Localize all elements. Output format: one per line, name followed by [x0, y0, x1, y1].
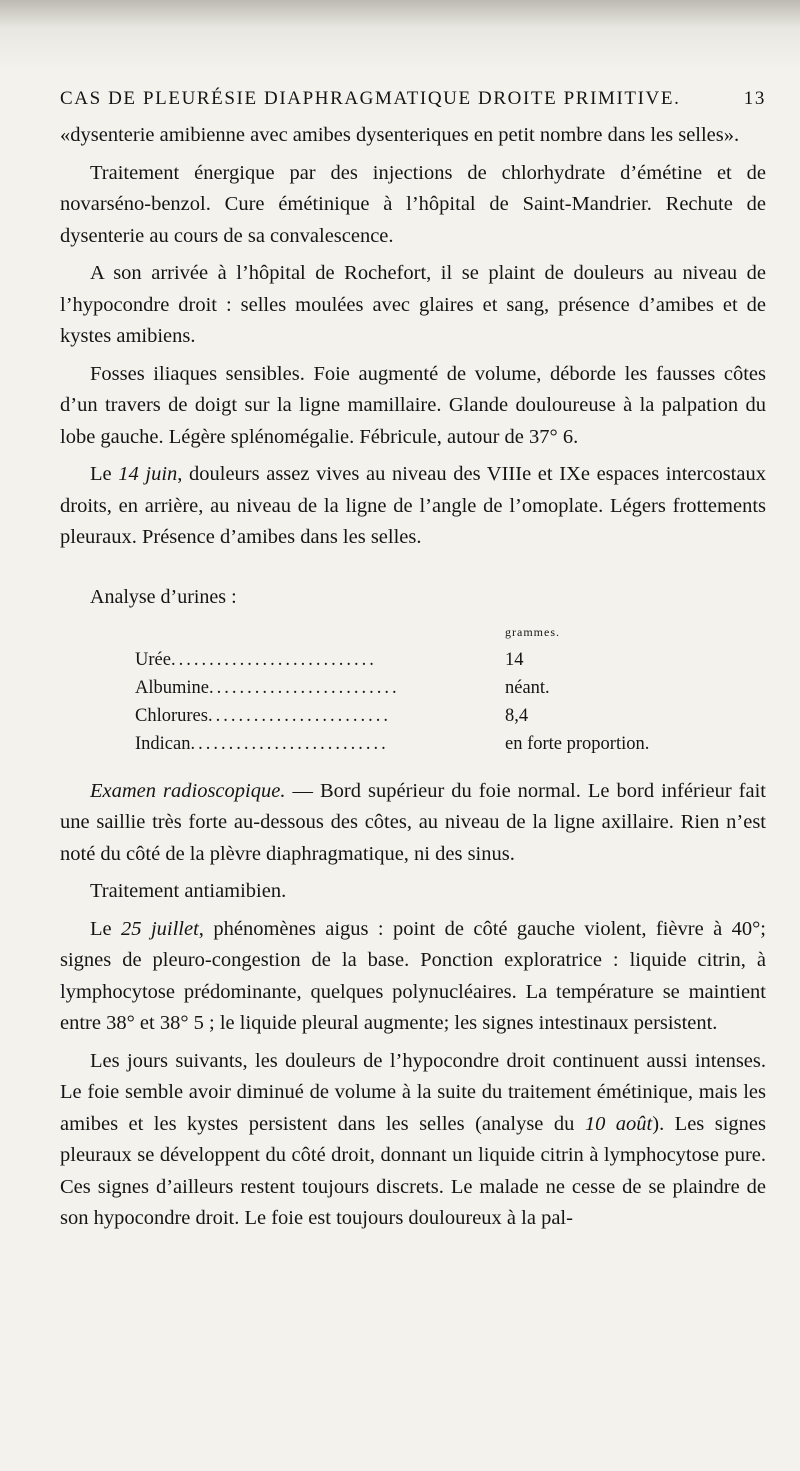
- row-value: en forte proportion.: [505, 733, 650, 754]
- running-title: CAS DE PLEURÉSIE DIAPHRAGMATIQUE DROITE PRIMITIVE.: [60, 88, 681, 109]
- urine-analysis-title: Analyse d’urines :: [90, 585, 237, 608]
- p9-a: Les jours suivants, les douleurs de l’hypocondre droit continuent aussi intenses. Le foie semble avoir diminué de volume à la suite du traitement émétinique, mais les amibes et les kystes persistent dans les selles (analyse du: [60, 1049, 766, 1135]
- scan-top-shadow: [0, 0, 800, 70]
- row-label: Urée: [135, 649, 171, 670]
- page-number: 13: [743, 88, 766, 109]
- paragraph-1: «dysenterie amibienne avec amibes dysenteriques en petit nombre dans les selles».: [60, 124, 740, 146]
- table-row: Chlorures........................ 8,4: [135, 702, 649, 730]
- row-value: 14: [505, 649, 524, 670]
- p5-lead: Le: [90, 463, 119, 485]
- running-header: [60, 88, 766, 110]
- document-page: [60, 88, 766, 1241]
- table-row: Indican.......................... en forte proportion.: [135, 730, 649, 758]
- p8-lead: Le: [90, 917, 122, 940]
- paragraph-7: Traitement antiamibien.: [90, 880, 287, 902]
- urine-table: [135, 617, 649, 758]
- p5-date: 14 juin: [118, 463, 178, 485]
- p9-b: ). Les signes pleuraux se développent du côté droit, donnant un liquide citrin à lymphocytose pure. Ces signes d’ailleurs restent toujours discrets. Le malade ne cesse de se plaindre de son hypocondre droit. Le foie est toujours douloureux à la pal-: [60, 1112, 766, 1229]
- row-value: néant.: [505, 677, 550, 698]
- row-value: 8,4: [505, 705, 529, 726]
- p9-date: 10 août: [584, 1112, 653, 1135]
- radioscopy-label: Examen radioscopique.: [90, 779, 286, 802]
- table-row: Urée........................... 14: [135, 646, 649, 674]
- row-label: Chlorures: [135, 705, 208, 726]
- table-row: Albumine......................... néant.: [135, 674, 649, 702]
- p8-text: , phénomènes aigus : point de côté gauche violent, fièvre à 40°; signes de pleuro-congestion de la base. Ponction exploratrice : liquide citrin, à lymphocytose prédominante, quelques polynucléaires. La température se maintient entre 38° et 38° 5 ; le liquide pleural augmente; les signes intestinaux persistent.: [60, 917, 767, 1034]
- row-label: Indican: [135, 733, 191, 754]
- paragraph-8: [60, 914, 766, 1040]
- paragraph-9: [60, 1046, 766, 1235]
- paragraph-5: [60, 459, 766, 554]
- p6-text: — Bord supérieur du foie normal. Le bord inférieur fait une saillie très forte au-dessous des côtes, au niveau de la ligne axillaire. Rien n’est noté du côté de la plèvre diaphragmatique, ni des sinus.: [60, 779, 767, 865]
- paragraph-2: Traitement énergique par des injections de chlorhydrate d’émétine et de novarséno-benzol. Cure émétinique à l’hôpital de Saint-Mandrier. Rechute de dysenterie au cours de sa convalescence.: [60, 161, 766, 247]
- paragraph-6: [60, 776, 766, 871]
- paragraph-4: Fosses iliaques sensibles. Foie augmenté de volume, déborde les fausses côtes d’un travers de doigt sur la ligne mamillaire. Glande douloureuse à la palpation du lobe gauche. Légère splénomégalie. Fébricule, autour de 37° 6.: [60, 362, 766, 448]
- paragraph-3: A son arrivée à l’hôpital de Rochefort, il se plaint de douleurs au niveau de l’hypocondre droit : selles moulées avec glaires et sang, présence d’amibes et de kystes amibiens.: [60, 262, 766, 347]
- unit-label: grammes.: [505, 624, 560, 639]
- p8-date: 25 juillet: [121, 917, 199, 940]
- row-label: Albumine: [135, 677, 209, 698]
- p5-text: , douleurs assez vives au niveau des VIIIe et IXe espaces intercostaux droits, en arrière, au niveau de la ligne de l’angle de l’omoplate. Légers frottements pleuraux. Présence d’amibes dans les selles.: [60, 463, 766, 548]
